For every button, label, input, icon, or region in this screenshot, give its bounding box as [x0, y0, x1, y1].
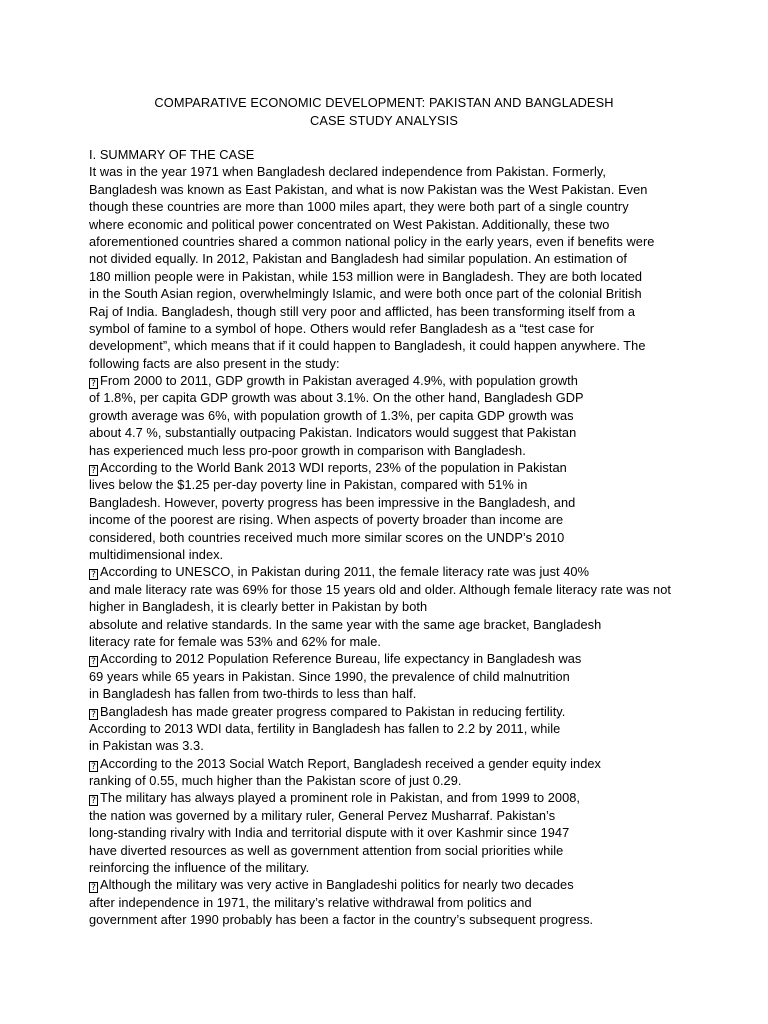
text-line: [89, 633, 759, 650]
line-text: From 2000 to 2011, GDP growth in Pakistan averaged 4.9%, with population growth: [100, 373, 578, 389]
text-line: [89, 616, 759, 633]
line-text: lives below the $1.25 per-day poverty line in Pakistan, compared with 51% in: [89, 477, 528, 493]
bullet-marker-icon: ?: [89, 465, 98, 476]
line-text: after independence in 1971, the military’s relative withdrawal from politics and: [89, 894, 532, 910]
line-text: considered, both countries received much more similar scores on the UNDP’s 2010: [89, 529, 565, 545]
line-text: 69 years while 65 years in Pakistan. Since 1990, the prevalence of child malnutrition: [89, 668, 570, 684]
line-text: 180 million people were in Pakistan, while 153 million were in Bangladesh. They are both located: [89, 268, 643, 284]
text-line: [89, 355, 759, 372]
text-line: [89, 216, 759, 233]
bullet-marker-icon: ?: [89, 761, 98, 772]
document-title: COMPARATIVE ECONOMIC DEVELOPMENT: PAKISTAN AND BANGLADESH: [154, 95, 614, 110]
text-line: [89, 233, 759, 250]
bullet-marker-icon: ?: [89, 656, 98, 667]
text-line: [89, 842, 759, 859]
section-heading: I. SUMMARY OF THE CASE: [89, 147, 255, 162]
line-text: in Bangladesh has fallen from two-thirds to less than half.: [89, 686, 417, 702]
text-line: [89, 529, 759, 546]
line-text: in Pakistan was 3.3.: [89, 738, 204, 754]
text-line: [89, 198, 759, 215]
text-line: [89, 668, 759, 685]
line-text: symbol of famine to a symbol of hope. Others would refer Bangladesh as a “test case for: [89, 320, 595, 336]
line-text: According to UNESCO, in Pakistan during 2011, the female literacy rate was just 40%: [100, 564, 590, 580]
line-text: literacy rate for female was 53% and 62% for male.: [89, 633, 381, 649]
bullet-line: [89, 703, 759, 720]
text-line: [89, 598, 759, 615]
line-text: It was in the year 1971 when Bangladesh declared independence from Pakistan. Formerly,: [89, 164, 606, 180]
text-line: [89, 476, 759, 493]
text-line: [89, 737, 759, 754]
line-text: long-standing rivalry with India and territorial dispute with it over Kashmir since 1947: [89, 825, 570, 841]
bullet-line: [89, 789, 759, 806]
line-text: aforementioned countries shared a common national policy in the early years, even if benefits were: [89, 233, 655, 249]
line-text: According to the 2013 Social Watch Report, Bangladesh received a gender equity index: [100, 755, 601, 771]
line-text: not divided equally. In 2012, Pakistan and Bangladesh had similar population. An estimation of: [89, 251, 628, 267]
bullet-line: [89, 650, 759, 667]
line-text: though these countries are more than 1000 miles apart, they were both part of a single country: [89, 199, 629, 215]
text-line: [89, 268, 759, 285]
text-line: [89, 546, 759, 563]
text-line: [89, 772, 759, 789]
text-line: [89, 163, 759, 180]
bullet-marker-icon: ?: [89, 378, 98, 389]
bullet-line: [89, 876, 759, 893]
bullet-line: [89, 459, 759, 476]
text-line: [89, 424, 759, 441]
document-body: [89, 146, 759, 929]
line-text: Bangladesh was known as East Pakistan, and what is now Pakistan was the West Pakistan. Even: [89, 181, 648, 197]
text-line: [89, 720, 759, 737]
bullet-marker-icon: ?: [89, 882, 98, 893]
body-text: [89, 163, 759, 928]
line-text: development”, which means that if it could happen to Bangladesh, it could happen anywhere. The: [89, 338, 646, 354]
bullet-marker-icon: ?: [89, 795, 98, 806]
line-text: Bangladesh has made greater progress compared to Pakistan in reducing fertility.: [100, 703, 566, 719]
text-line: [89, 320, 759, 337]
line-text: and male literacy rate was 69% for those 15 years old and older. Although female literacy rate was not: [89, 581, 671, 597]
line-text: The military has always played a prominent role in Pakistan, and from 1999 to 2008,: [100, 790, 581, 806]
text-line: [89, 911, 759, 928]
bullet-marker-icon: ?: [89, 709, 98, 720]
line-text: reinforcing the influence of the military.: [89, 860, 310, 876]
text-line: [89, 824, 759, 841]
line-text: income of the poorest are rising. When aspects of poverty broader than income are: [89, 512, 564, 528]
line-text: higher in Bangladesh, it is clearly better in Pakistan by both: [89, 599, 428, 615]
line-text: of 1.8%, per capita GDP growth was about 3.1%. On the other hand, Bangladesh GDP: [89, 390, 584, 406]
line-text: the nation was governed by a military ruler, General Pervez Musharraf. Pakistan’s: [89, 807, 556, 823]
text-line: [89, 581, 759, 598]
line-text: government after 1990 probably has been a factor in the country’s subsequent progress.: [89, 912, 594, 928]
line-text: According to the World Bank 2013 WDI reports, 23% of the population in Pakistan: [100, 460, 567, 476]
line-text: following facts are also present in the study:: [89, 355, 340, 371]
line-text: in the South Asian region, overwhelmingly Islamic, and were both once part of the colonial British: [89, 286, 642, 302]
text-line: [89, 807, 759, 824]
text-line: [89, 389, 759, 406]
line-text: where economic and political power concentrated on West Pakistan. Additionally, these two: [89, 216, 610, 232]
bullet-line: [89, 563, 759, 580]
line-text: about 4.7 %, substantially outpacing Pakistan. Indicators would suggest that Pakistan: [89, 425, 577, 441]
text-line: [89, 303, 759, 320]
text-line: [89, 685, 759, 702]
line-text: ranking of 0.55, much higher than the Pakistan score of just 0.29.: [89, 773, 462, 789]
line-text: According to 2013 WDI data, fertility in Bangladesh has fallen to 2.2 by 2011, while: [89, 720, 561, 736]
bullet-line: [89, 372, 759, 389]
bullet-marker-icon: ?: [89, 569, 98, 580]
text-line: [89, 407, 759, 424]
bullet-line: [89, 755, 759, 772]
text-line: [89, 494, 759, 511]
line-text: According to 2012 Population Reference Bureau, life expectancy in Bangladesh was: [100, 651, 582, 667]
line-text: absolute and relative standards. In the same year with the same age bracket, Bangladesh: [89, 616, 602, 632]
text-line: [89, 859, 759, 876]
text-line: [89, 250, 759, 267]
line-text: have diverted resources as well as government attention from social priorities while: [89, 842, 564, 858]
line-text: Although the military was very active in Bangladeshi politics for nearly two decades: [100, 877, 574, 893]
line-text: multidimensional index.: [89, 546, 224, 562]
text-line: [89, 511, 759, 528]
text-line: [89, 894, 759, 911]
text-line: [89, 337, 759, 354]
line-text: has experienced much less pro-poor growth in comparison with Bangladesh.: [89, 442, 526, 458]
line-text: Raj of India. Bangladesh, though still very poor and afflicted, has been transforming itself from a: [89, 303, 636, 319]
text-line: [89, 442, 759, 459]
line-text: Bangladesh. However, poverty progress has been impressive in the Bangladesh, and: [89, 494, 576, 510]
line-text: growth average was 6%, with population growth of 1.3%, per capita GDP growth was: [89, 407, 574, 423]
document-subtitle: CASE STUDY ANALYSIS: [310, 112, 458, 128]
text-line: [89, 181, 759, 198]
text-line: [89, 285, 759, 302]
